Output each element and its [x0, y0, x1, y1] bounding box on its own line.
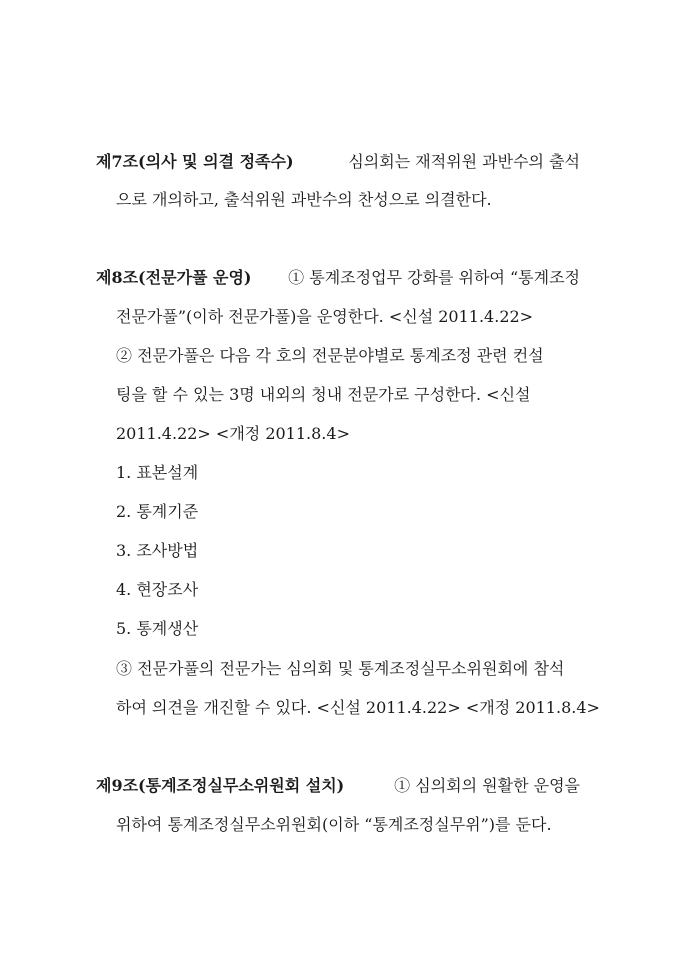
article-7-text-start: 심의회는 재적위원 과반수의 출석 [348, 152, 580, 171]
list-item: 1. 표본설계 [116, 463, 199, 482]
list-item: 3. 조사방법 [116, 541, 199, 560]
article-8-para-2-line-3: 2011.4.22> <개정 2011.8.4> [116, 424, 350, 443]
article-7-line-1 [96, 152, 580, 172]
article-7-heading: 제7조(의사 및 의결 정족수) [96, 152, 294, 171]
article-8-heading: 제8조(전문가풀 운영) [96, 268, 252, 287]
article-7-line-2: 으로 개의하고, 출석위원 과반수의 찬성으로 의결한다. [116, 190, 492, 209]
article-9-heading: 제9조(통계조정실무소위원회 설치) [96, 776, 345, 795]
article-9-line-1 [96, 776, 580, 796]
article-9-text-start: ① 심의회의 원활한 운영을 [394, 776, 580, 795]
article-9-line-2: 위하여 통계조정실무소위원회(이하 “통계조정실무위”)를 둔다. [116, 815, 552, 834]
list-item: 2. 통계기준 [116, 502, 199, 521]
article-8-para-3-line-1: ③ 전문가풀의 전문가는 심의회 및 통계조정실무소위원회에 참석 [116, 659, 565, 678]
article-8-line-2: 전문가풀”(이하 전문가풀)을 운영한다. <신설 2011.4.22> [116, 307, 534, 326]
article-8-text-start: ① 통계조정업무 강화를 위하여 “통계조정 [288, 268, 580, 287]
article-8-para-3-line-2: 하여 의견을 개진할 수 있다. <신설 2011.4.22> <개정 2011.8.4> [116, 698, 600, 717]
article-8-para-2-line-1: ② 전문가풀은 다음 각 호의 전문분야별로 통계조정 관련 컨설 [116, 346, 544, 365]
list-item: 5. 통계생산 [116, 619, 199, 638]
article-8-line-1 [96, 268, 580, 288]
list-item: 4. 현장조사 [116, 580, 199, 599]
article-8-para-2-line-2: 팅을 할 수 있는 3명 내외의 청내 전문가로 구성한다. <신설 [116, 385, 531, 404]
